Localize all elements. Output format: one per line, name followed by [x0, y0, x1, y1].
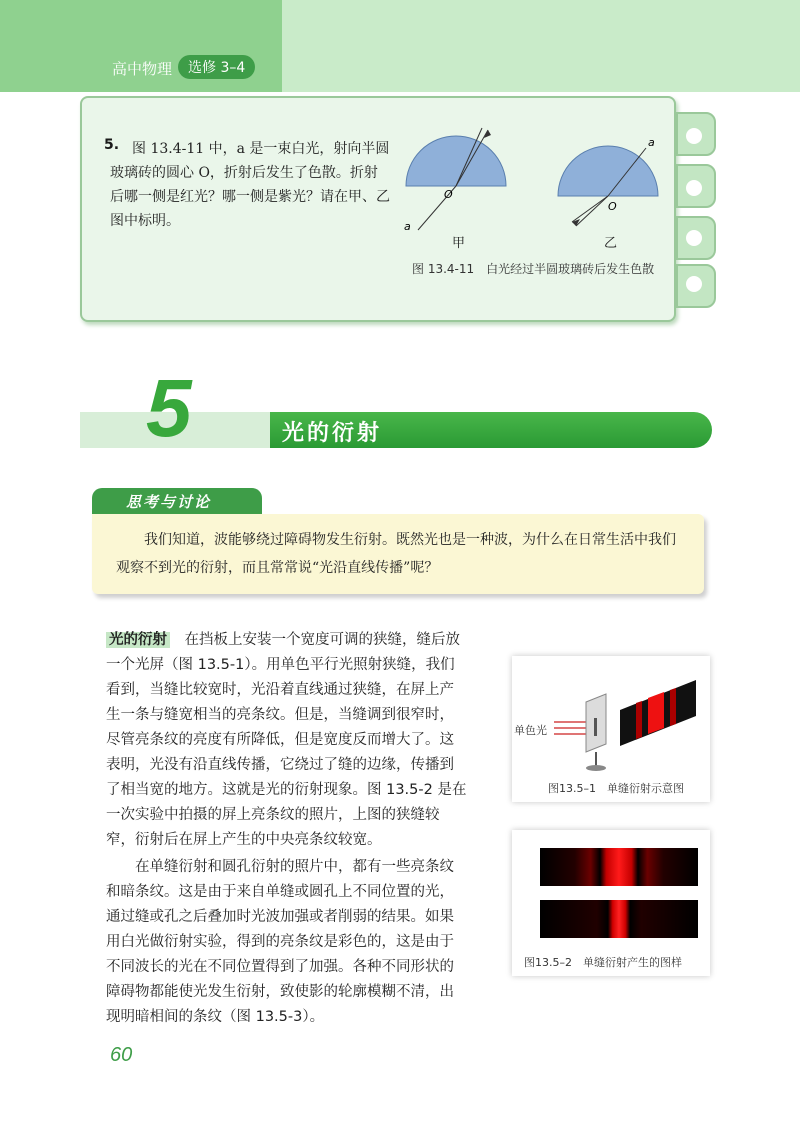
figure-label-jia: 甲	[452, 236, 466, 251]
section-title: 光的衍射	[282, 421, 383, 446]
ray-a-yi: a	[648, 136, 655, 149]
keyword-highlight: 光的衍射	[106, 632, 170, 648]
arrow-icon	[572, 219, 580, 226]
glass-semicircle-yi	[558, 146, 658, 196]
body-text	[106, 628, 468, 1030]
monochromatic-light-label: 单色光	[514, 724, 547, 737]
exercise-text: 图 13.4-11 中，a 是一束白光，射向半圆玻璃砖的圆心 O，折射后发生了色散。折射后哪一侧是红光？哪一侧是紫光？请在甲、乙图中标明。	[110, 141, 390, 229]
figure-label-yi: 乙	[604, 236, 618, 251]
point-o-yi: O	[608, 200, 617, 213]
figure-caption: 图 13.4-11 白光经过半圆玻璃砖后发生色散	[412, 262, 655, 276]
figure-2-caption: 图13.5–2 单缝衍射产生的图样	[524, 956, 682, 969]
exercise-number: 5.	[104, 137, 120, 153]
ray-a-jia: a	[404, 220, 411, 233]
paragraph-1: 在挡板上安装一个宽度可调的狭缝，缝后放一个光屏（图 13.5-1）。用单色平行光照射狭缝，我们看到，当缝比较宽时，光沿着直线通过狭缝，在屏上产生一条与缝宽相当的亮条纹。但是，当缝调到很窄时，尽管亮条纹的亮度有所降低，但是宽度反而增大了。这表明，光没有沿直线传播，它绕过了缝的边缘，传播到了相当宽的地方。这就是光的衍射现象。图 13.5-2 是在一次实验中拍摄的屏上亮条纹的照片，上图的狭缝较窄，衍射后在屏上产生的中央亮条纹较宽。	[106, 632, 467, 848]
binder-hole-icon	[686, 276, 702, 292]
wide-fringe-pattern	[540, 848, 698, 886]
book-title: 高中物理	[112, 60, 173, 78]
refracted-ray-yi	[572, 196, 608, 222]
narrow-fringe-pattern	[540, 900, 698, 938]
semicircle-prism-figure	[396, 120, 666, 238]
diffraction-pattern-photo	[540, 846, 698, 942]
section-number: 5	[146, 363, 192, 454]
figure-1-caption: 图13.5–1 单缝衍射示意图	[548, 782, 684, 795]
point-o-jia: O	[444, 188, 453, 201]
binder-hole-icon	[686, 180, 702, 196]
arrow-icon	[484, 130, 491, 138]
paragraph-2: 在单缝衍射和圆孔衍射的照片中，都有一些亮条纹和暗条纹。这是由于来自单缝或圆孔上不同位置的光，通过缝或孔之后叠加时光波加强或者削弱的结果。如果用白光做衍射实验，得到的亮条纹是彩色的，这是由于不同波长的光在不同位置得到了加强。各种不同形状的障碍物都能使光发生衍射，致使影的轮廓模糊不清，出现明暗相间的条纹（图 13.5-3）。	[106, 859, 454, 1025]
refracted-ray-yi-2	[576, 196, 608, 226]
binder-hole-icon	[686, 128, 702, 144]
single-slit-diagram	[540, 680, 700, 776]
header-band-light	[282, 0, 800, 92]
glass-semicircle-jia	[406, 136, 506, 186]
binder-hole-icon	[686, 230, 702, 246]
think-label: 思考与讨论	[126, 493, 212, 511]
page-number: 60	[110, 1044, 133, 1066]
volume-badge: 选修 3–4	[178, 55, 255, 79]
think-text: 我们知道，波能够绕过障碍物发生衍射。既然光也是一种波，为什么在日常生活中我们观察不到光的衍射，而且常常说“光沿直线传播”呢？	[116, 532, 676, 576]
